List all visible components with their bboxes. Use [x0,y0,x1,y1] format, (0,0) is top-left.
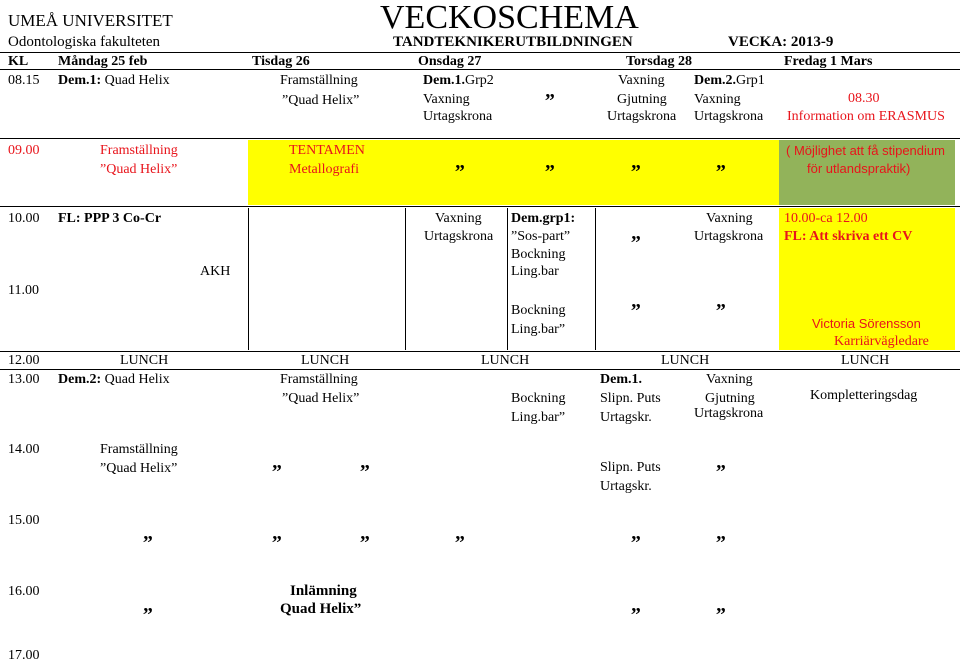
mon-0900-2: ”Quad Helix” [100,162,178,177]
dem-label: Dem.2: [58,372,102,387]
time-1100: 11.00 [8,283,39,298]
ditto-mark: „ [631,594,641,616]
wed-0815-a1 [423,72,494,89]
mon-0815-b2: ”Quad Helix” [282,93,360,108]
ditto-mark: „ [143,522,153,544]
wed-0815-a3: Urtagskrona [423,109,493,124]
faculty-name: Odontologiska fakulteten [8,34,161,50]
fri-0900-2: för utlandspraktik) [807,161,911,176]
ditto-mark: „ [360,451,370,473]
dem-rest: Quad Helix [101,73,170,88]
fri-1000-cv: FL: Att skriva ett CV [784,229,913,244]
time-0815: 08.15 [8,73,40,88]
time-1200: 12.00 [8,353,40,368]
ditto-mark: „ [360,522,370,544]
fri-0900-1: ( Möjlighet att få stipendium [786,143,945,158]
wed-1000-b2: ”Sos-part” [511,229,571,244]
wed-1300-2: Ling.bar” [511,410,566,425]
rule-0900 [0,138,960,139]
wed-1000-2: Urtagskrona [424,229,494,244]
time-1400: 14.00 [8,442,40,457]
time-1300: 13.00 [8,372,40,387]
wed-1000-b1: Dem.grp1: [511,211,576,226]
tue-1600-2: Quad Helix” [280,601,362,617]
mon-1000-akh: AKH [200,264,231,279]
university-name: UMEÅ UNIVERSITET [8,11,173,30]
tentamen-subject: Metallografi [289,162,359,177]
thu-1300-b2: Gjutning [705,391,755,406]
thu-0815-a2: Gjutning [617,92,667,107]
thu-1300-a1: Dem.1. [600,372,642,387]
time-1600: 16.00 [8,584,40,599]
ditto-mark: „ [631,290,641,312]
ditto-mark: „ [716,290,726,312]
mon-1300-b1: Framställning [280,372,358,387]
ditto-mark: „ [716,451,726,473]
thu-0815-b1 [694,72,765,89]
mon-1400-2: ”Quad Helix” [100,461,178,476]
mon-1000-lecture: FL: PPP 3 Co-Cr [58,211,162,226]
rule-1000 [0,206,960,207]
rule-col-3 [507,208,508,350]
wed-1100-2: Ling.bar” [511,322,566,337]
time-1000: 10.00 [8,211,40,226]
lunch-tue: LUNCH [301,353,350,368]
rule-1300 [0,369,960,370]
wed-0815-a2: Vaxning [423,92,470,107]
page-title: VECKOSCHEMA [380,0,639,36]
dem-rest: Quad Helix [101,372,170,387]
tentamen-label: TENTAMEN [289,143,365,158]
col-thursday: Torsdag 28 [626,54,693,69]
ditto-mark: „ [272,451,282,473]
thu-1000-1: Vaxning [706,211,753,226]
mon-1400-1: Framställning [100,442,178,457]
thu-1400-1: Slipn. Puts [600,460,661,475]
col-monday: Måndag 25 feb [58,54,148,69]
time-1500: 15.00 [8,513,40,528]
lunch-thu: LUNCH [661,353,710,368]
time-0900: 09.00 [8,143,40,158]
rule-col-4 [595,208,596,350]
ditto-mark: „ [631,522,641,544]
col-kl: KL [8,54,29,69]
thu-0815-a1: Vaxning [618,73,665,88]
thu-1300-a2: Slipn. Puts [600,391,661,406]
wed-1000-1: Vaxning [435,211,482,226]
program-name: TANDTEKNIKERUTBILDNINGEN [393,34,633,50]
tue-1600-1: Inlämning [290,583,357,599]
dem-rest: Grp1 [736,73,765,88]
thu-1300-b1: Vaxning [706,372,753,387]
fri-1100-name: Victoria Sörensson [812,316,921,331]
fri-1100-role: Karriärvägledare [834,334,929,349]
thu-0815-a3: Urtagskrona [607,109,677,124]
wed-1100-1: Bockning [511,303,566,318]
ditto-mark: „ [455,522,465,544]
lunch-wed: LUNCH [481,353,530,368]
fri-1300: Kompletteringsdag [810,388,918,403]
fri-1000-time: 10.00-ca 12.00 [784,211,868,226]
thu-1300-b3: Urtagskrona [694,406,764,421]
fri-0815-time: 08.30 [848,91,880,106]
ditto-mark: „ [455,151,465,173]
time-1700: 17.00 [8,648,40,663]
thu-0815-b3: Urtagskrona [694,109,764,124]
dem-label: Dem.1. [423,73,465,88]
thu-1300-a3: Urtagskr. [600,410,652,425]
ditto-mark: „ [545,80,555,102]
mon-1300-title [58,371,170,388]
week-label: VECKA: 2013-9 [728,34,834,50]
ditto-mark: „ [716,522,726,544]
dem-label: Dem.1: [58,73,102,88]
col-wednesday: Onsdag 27 [418,54,482,69]
rule-col-2 [405,208,406,350]
rule-col-1 [248,208,249,350]
ditto-mark: „ [631,151,641,173]
thu-1400-2: Urtagskr. [600,479,652,494]
ditto-mark: „ [631,222,641,244]
wed-1000-b4: Ling.bar [511,264,559,279]
ditto-mark: „ [272,522,282,544]
wed-1000-b3: Bockning [511,247,566,262]
dem-rest: Grp2 [465,73,494,88]
mon-0815-title [58,72,170,89]
ditto-mark: „ [545,151,555,173]
mon-0815-b1: Framställning [280,73,358,88]
lunch-fri: LUNCH [841,353,890,368]
wed-1300-1: Bockning [511,391,566,406]
ditto-mark: „ [143,594,153,616]
ditto-mark: „ [716,151,726,173]
lunch-mon: LUNCH [120,353,169,368]
dem-label: Dem.2. [694,73,736,88]
col-friday: Fredag 1 Mars [784,54,873,69]
thu-1000-2: Urtagskrona [694,229,764,244]
col-tuesday: Tisdag 26 [252,54,310,69]
mon-0900-1: Framställning [100,143,178,158]
ditto-mark: „ [716,594,726,616]
fri-0815-info: Information om ERASMUS [787,109,945,124]
mon-1300-b2: ”Quad Helix” [282,391,360,406]
thu-0815-b2: Vaxning [694,92,741,107]
